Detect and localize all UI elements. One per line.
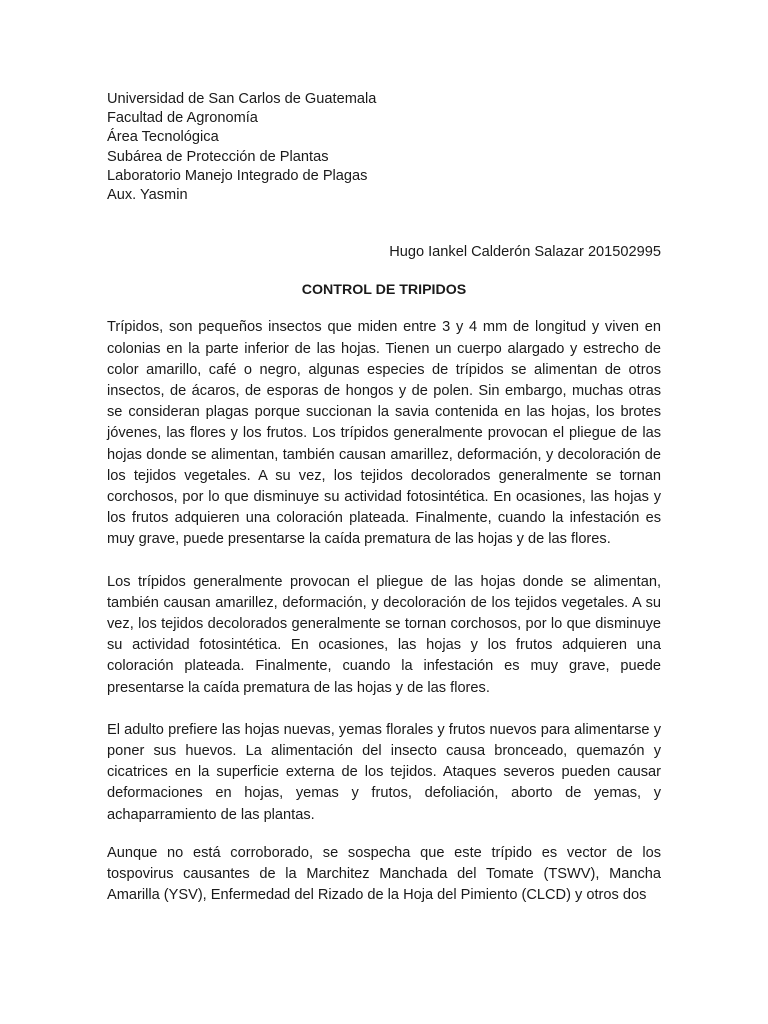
paragraph-vector: Aunque no está corroborado, se sospecha que este trípido es vector de los tospovirus causantes de la Marchitez Manchada del Tomate (TSWV), Mancha Amarilla (YSV), Enfermedad del Rizado de la Hoja del Pimiento (CLCD) y otros dos: [107, 844, 661, 904]
header-faculty: Facultad de Agronomía: [107, 110, 258, 127]
institution-header: [107, 90, 661, 205]
paragraph-damage: Los trípidos generalmente provocan el pliegue de las hojas donde se alimentan, también causan amarillez, deformación, y decoloración de los tejidos vegetales. A su vez, los tejidos decolorados generalmente se tornan corchosos, por lo que disminuye su actividad fotosintética. En ocasiones, las hojas y los frutos adquieren una coloración plateada. Finalmente, cuando la infestación es muy grave, puede presentarse la caída prematura de las hojas y de las flores.: [107, 573, 661, 696]
author-line: Hugo Iankel Calderón Salazar 201502995: [389, 244, 661, 261]
document-page: [107, 90, 661, 907]
document-title: CONTROL DE TRIPIDOS: [301, 282, 467, 299]
paragraph-intro: Trípidos, son pequeños insectos que miden entre 3 y 4 mm de longitud y viven en colonias en la parte inferior de las hojas. Tienen un cuerpo alargado y estrecho de color amarillo, café o negro, algunas especies de trípidos se alimentan de otros insectos, de ácaros, de esporas de hongos y de polen. Sin embargo, muchas otras se consideran plagas porque succionan la savia contenida en las hojas, los brotes jóvenes, las flores y los frutos. Los trípidos generalmente provocan el pliegue de las hojas donde se alimentan, también causan amarillez, deformación, y decoloración de los tejidos vegetales. A su vez, los tejidos decolorados generalmente se tornan corchosos, por lo que disminuye su actividad fotosintética. En ocasiones, las hojas y los frutos adquieren una coloración plateada. Finalmente, cuando la infestación es muy grave, puede presentarse la caída prematura de las hojas y de las flores.: [107, 319, 661, 548]
header-area: Área Tecnológica: [107, 129, 219, 146]
header-assistant: Aux. Yasmin: [107, 187, 188, 204]
header-university: Universidad de San Carlos de Guatemala: [107, 91, 377, 107]
header-subarea: Subárea de Protección de Plantas: [107, 148, 329, 165]
paragraph-adult: El adulto prefiere las hojas nuevas, yemas florales y frutos nuevos para alimentarse y poner sus huevos. La alimentación del insecto causa bronceado, quemazón y cicatrices en la superficie externa de los tejidos. Ataques severos pueden causar deformaciones en hojas, yemas y frutos, defoliación, aborto de yemas, y achaparramiento de las plantas.: [107, 721, 661, 823]
header-laboratory: Laboratorio Manejo Integrado de Plagas: [107, 167, 368, 184]
